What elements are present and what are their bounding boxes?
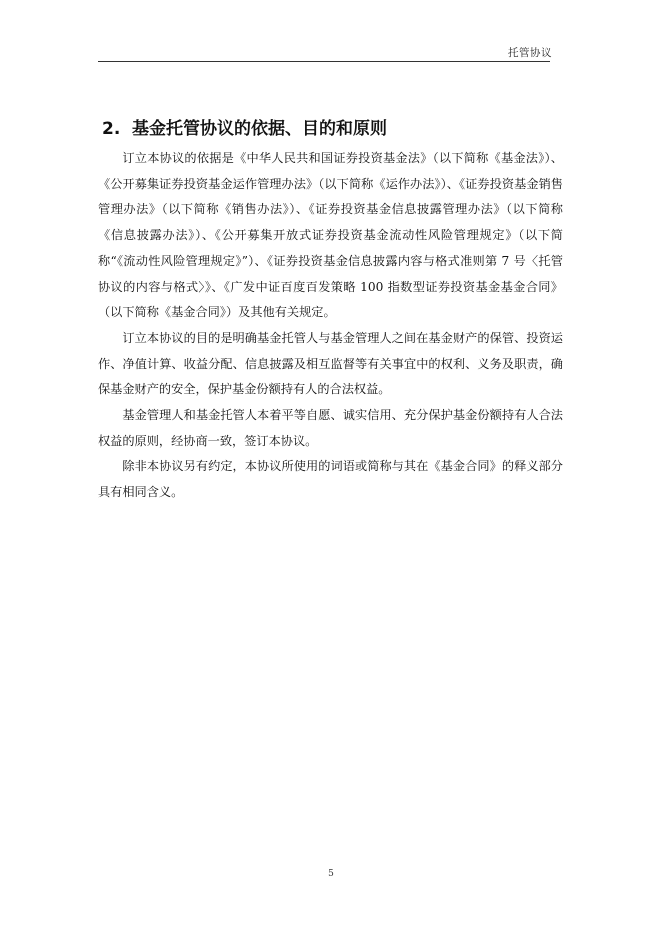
paragraph: 订立本协议的目的是明确基金托管人与基金管理人之间在基金财产的保管、投资运作、净值计算、收益分配、信息披露及相互监督等有关事宜中的权利、义务及职责，确保基金财产的安全，保护基金份额持有人的合法权益。 (98, 330, 563, 397)
paragraph: 基金管理人和基金托管人本着平等自愿、诚实信用、充分保护基金份额持有人合法权益的原则，经协商一致，签订本协议。 (98, 408, 563, 448)
page-number: 5 (328, 869, 334, 879)
section-number: 2. (102, 119, 121, 139)
paragraph: 除非本协议另有约定，本协议所使用的词语或简称与其在《基金合同》的释义部分具有相同含义。 (98, 459, 563, 500)
running-header: 托管协议 (508, 47, 552, 59)
section-title: 基金托管协议的依据、目的和原则 (132, 119, 387, 139)
section-heading (102, 114, 387, 139)
header-rule (98, 61, 550, 62)
paragraph: 订立本协议的依据是《中华人民共和国证券投资基金法》（以下简称《基金法》）、《公开募集证券投资基金运作管理办法》（以下简称《运作办法》）、《证券投资基金销售管理办法》（以下简称《销售办法》）、《证券投资基金信息披露管理办法》（以下简称《信息披露办法》）、《公开募集开放式证券投资基金流动性风险管理规定》（以下简称“《流动性风险管理规定》”）、《证券投资基金信息披露内容与格式准则第 7 号〈托管协议的内容与格式〉》、《广发中证百度百发策略 100 指数型证券投资基金基金合同》（以下简称《基金合同》）及其他有关规定。 (98, 151, 563, 320)
body-text (98, 146, 563, 506)
